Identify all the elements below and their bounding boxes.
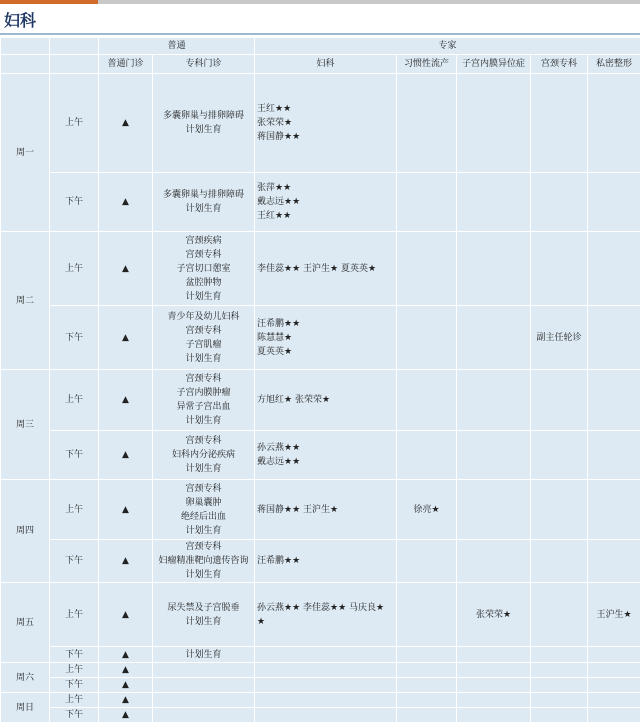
cervix-doctor-cell bbox=[531, 370, 588, 431]
special-clinic-cell bbox=[153, 370, 255, 431]
endo-doctor-cell bbox=[457, 663, 531, 678]
day-label-tue: 周二 bbox=[1, 232, 50, 370]
period-label: 上午 bbox=[50, 663, 99, 678]
gyn-doctor-line: 张萍★★ bbox=[257, 181, 394, 195]
gyn-doctor-line: ★ bbox=[257, 615, 394, 629]
private-doctor-cell bbox=[588, 306, 640, 370]
day-label-thu: 周四 bbox=[1, 480, 50, 583]
top-border-accent bbox=[0, 0, 98, 4]
endo-doctor-cell bbox=[457, 678, 531, 693]
habitual-doctor-cell bbox=[397, 431, 457, 480]
cervix-doctor-cell bbox=[531, 708, 588, 723]
habitual-doctor-cell bbox=[397, 708, 457, 723]
special-clinic-item: 计划生育 bbox=[155, 414, 252, 428]
cervix-doctor-cell: 副主任轮诊 bbox=[531, 306, 588, 370]
schedule-row bbox=[1, 540, 640, 583]
cervix-doctor-cell bbox=[531, 173, 588, 232]
special-clinic-cell bbox=[153, 306, 255, 370]
habitual-doctor-cell bbox=[397, 232, 457, 306]
special-clinic-item: 多囊卵巢与排卵障碍 bbox=[155, 109, 252, 123]
period-label: 下午 bbox=[50, 708, 99, 723]
gyn-doctor-line: 孙云燕★★ bbox=[257, 441, 394, 455]
private-doctor-cell bbox=[588, 540, 640, 583]
gyn-doctors-cell bbox=[255, 540, 397, 583]
col-header-general-clinic: 普通门诊 bbox=[99, 55, 153, 74]
gyn-doctors-cell bbox=[255, 663, 397, 678]
cervix-doctor-cell bbox=[531, 480, 588, 540]
special-clinic-item: 卵巢囊肿 bbox=[155, 496, 252, 510]
special-clinic-item: 宫颈专科 bbox=[155, 540, 252, 554]
special-clinic-item: 子宫切口憩室 bbox=[155, 262, 252, 276]
gyn-doctors-cell bbox=[255, 693, 397, 708]
endo-doctor-cell bbox=[457, 306, 531, 370]
habitual-doctor-cell bbox=[397, 540, 457, 583]
private-doctor-cell bbox=[588, 693, 640, 708]
corner-cell bbox=[50, 38, 99, 55]
gyn-doctor-line: 汪希鹏★★ bbox=[257, 317, 394, 331]
special-clinic-item: 计划生育 bbox=[155, 123, 252, 137]
special-clinic-item: 子宫内膜肿瘤 bbox=[155, 386, 252, 400]
group-expert-header: 专家 bbox=[255, 38, 640, 55]
gyn-doctors-cell bbox=[255, 370, 397, 431]
endo-doctor-cell bbox=[457, 540, 531, 583]
special-clinic-item: 计划生育 bbox=[155, 202, 252, 216]
private-doctor-cell bbox=[588, 678, 640, 693]
period-label: 上午 bbox=[50, 693, 99, 708]
header-row-groups bbox=[1, 38, 640, 55]
cervix-doctor-cell bbox=[531, 74, 588, 173]
special-clinic-cell bbox=[153, 431, 255, 480]
day-label-mon: 周一 bbox=[1, 74, 50, 232]
special-clinic-item: 盆腔肿物 bbox=[155, 276, 252, 290]
schedule-body bbox=[1, 74, 640, 723]
endo-doctor-cell bbox=[457, 480, 531, 540]
general-clinic-mark: ▲ bbox=[99, 583, 153, 647]
corner-cell bbox=[50, 55, 99, 74]
special-clinic-item: 计划生育 bbox=[155, 290, 252, 304]
special-clinic-cell bbox=[153, 173, 255, 232]
group-general-header: 普通 bbox=[99, 38, 255, 55]
special-clinic-item: 妇科内分泌疾病 bbox=[155, 448, 252, 462]
header-row-columns bbox=[1, 55, 640, 74]
col-header-habitual: 习惯性流产 bbox=[397, 55, 457, 74]
general-clinic-mark: ▲ bbox=[99, 678, 153, 693]
special-clinic-item: 宫颈疾病 bbox=[155, 234, 252, 248]
period-label: 下午 bbox=[50, 647, 99, 663]
habitual-doctor-cell bbox=[397, 74, 457, 173]
col-header-gyn: 妇科 bbox=[255, 55, 397, 74]
schedule-row bbox=[1, 693, 640, 708]
private-doctor-cell bbox=[588, 232, 640, 306]
gyn-doctors-cell bbox=[255, 583, 397, 647]
gyn-doctors-cell bbox=[255, 74, 397, 173]
habitual-doctor-cell bbox=[397, 693, 457, 708]
special-clinic-cell bbox=[153, 693, 255, 708]
col-header-private: 私密整形 bbox=[588, 55, 640, 74]
special-clinic-item: 计划生育 bbox=[155, 615, 252, 629]
endo-doctor-cell: 张荣荣★ bbox=[457, 583, 531, 647]
col-header-cervix: 宫颈专科 bbox=[531, 55, 588, 74]
schedule-row bbox=[1, 708, 640, 723]
gyn-doctor-line: 张荣荣★ bbox=[257, 116, 394, 130]
general-clinic-mark: ▲ bbox=[99, 306, 153, 370]
gyn-doctor-line: 蒋国静★★ 王沪生★ bbox=[257, 503, 394, 517]
day-label-wed: 周三 bbox=[1, 370, 50, 480]
gyn-doctor-line: 戴志远★★ bbox=[257, 455, 394, 469]
cervix-doctor-cell bbox=[531, 540, 588, 583]
gyn-doctors-cell bbox=[255, 678, 397, 693]
day-label-sat: 周六 bbox=[1, 663, 50, 693]
endo-doctor-cell bbox=[457, 693, 531, 708]
special-clinic-item: 青少年及幼儿妇科 bbox=[155, 310, 252, 324]
special-clinic-item: 尿失禁及子宫脱垂 bbox=[155, 601, 252, 615]
private-doctor-cell bbox=[588, 173, 640, 232]
schedule-row bbox=[1, 173, 640, 232]
period-label: 下午 bbox=[50, 306, 99, 370]
habitual-doctor-cell bbox=[397, 370, 457, 431]
special-clinic-item: 绝经后出血 bbox=[155, 510, 252, 524]
schedule-table bbox=[0, 37, 640, 723]
special-clinic-item: 计划生育 bbox=[155, 524, 252, 538]
schedule-row bbox=[1, 232, 640, 306]
private-doctor-cell bbox=[588, 480, 640, 540]
cervix-doctor-cell bbox=[531, 678, 588, 693]
endo-doctor-cell bbox=[457, 232, 531, 306]
general-clinic-mark: ▲ bbox=[99, 232, 153, 306]
gyn-doctor-line: 戴志远★★ bbox=[257, 195, 394, 209]
special-clinic-cell bbox=[153, 540, 255, 583]
general-clinic-mark: ▲ bbox=[99, 173, 153, 232]
general-clinic-mark: ▲ bbox=[99, 431, 153, 480]
col-header-special-clinic: 专科门诊 bbox=[153, 55, 255, 74]
special-clinic-item: 子宫肌瘤 bbox=[155, 338, 252, 352]
special-clinic-item: 宫颈专科 bbox=[155, 434, 252, 448]
schedule-row bbox=[1, 74, 640, 173]
day-label-sun: 周日 bbox=[1, 693, 50, 723]
title-divider bbox=[0, 33, 640, 35]
special-clinic-cell bbox=[153, 678, 255, 693]
private-doctor-cell: 王沪生★ bbox=[588, 583, 640, 647]
period-label: 下午 bbox=[50, 678, 99, 693]
gyn-doctor-line: 方旭红★ 张荣荣★ bbox=[257, 393, 394, 407]
period-label: 上午 bbox=[50, 74, 99, 173]
gyn-doctor-line: 陈慧慧★ bbox=[257, 331, 394, 345]
period-label: 上午 bbox=[50, 370, 99, 431]
endo-doctor-cell bbox=[457, 173, 531, 232]
special-clinic-item: 异常子宫出血 bbox=[155, 400, 252, 414]
cervix-doctor-cell bbox=[531, 232, 588, 306]
period-label: 上午 bbox=[50, 480, 99, 540]
special-clinic-item: 计划生育 bbox=[155, 462, 252, 476]
corner-cell bbox=[1, 55, 50, 74]
special-clinic-cell bbox=[153, 663, 255, 678]
endo-doctor-cell bbox=[457, 370, 531, 431]
special-clinic-cell bbox=[153, 708, 255, 723]
private-doctor-cell bbox=[588, 370, 640, 431]
cervix-doctor-cell bbox=[531, 583, 588, 647]
gyn-doctors-cell bbox=[255, 431, 397, 480]
general-clinic-mark: ▲ bbox=[99, 647, 153, 663]
period-label: 下午 bbox=[50, 540, 99, 583]
special-clinic-item: 计划生育 bbox=[155, 648, 252, 662]
gyn-doctors-cell bbox=[255, 306, 397, 370]
general-clinic-mark: ▲ bbox=[99, 480, 153, 540]
period-label: 下午 bbox=[50, 173, 99, 232]
general-clinic-mark: ▲ bbox=[99, 74, 153, 173]
private-doctor-cell bbox=[588, 708, 640, 723]
special-clinic-item: 宫颈专科 bbox=[155, 482, 252, 496]
cervix-doctor-cell bbox=[531, 431, 588, 480]
private-doctor-cell bbox=[588, 74, 640, 173]
gyn-doctors-cell bbox=[255, 708, 397, 723]
habitual-doctor-cell bbox=[397, 583, 457, 647]
gyn-doctors-cell bbox=[255, 232, 397, 306]
schedule-row bbox=[1, 678, 640, 693]
period-label: 下午 bbox=[50, 431, 99, 480]
general-clinic-mark: ▲ bbox=[99, 708, 153, 723]
special-clinic-item: 妇瘤精准靶向遗传咨询 bbox=[155, 554, 252, 568]
special-clinic-item: 计划生育 bbox=[155, 352, 252, 366]
gyn-doctor-line: 王红★★ bbox=[257, 209, 394, 223]
period-label: 上午 bbox=[50, 583, 99, 647]
special-clinic-item: 多囊卵巢与排卵障碍 bbox=[155, 188, 252, 202]
schedule-row bbox=[1, 583, 640, 647]
habitual-doctor-cell bbox=[397, 663, 457, 678]
general-clinic-mark: ▲ bbox=[99, 693, 153, 708]
general-clinic-mark: ▲ bbox=[99, 540, 153, 583]
special-clinic-item: 计划生育 bbox=[155, 568, 252, 582]
special-clinic-cell bbox=[153, 232, 255, 306]
habitual-doctor-cell bbox=[397, 678, 457, 693]
gyn-doctor-line: 夏英英★ bbox=[257, 345, 394, 359]
day-label-fri: 周五 bbox=[1, 583, 50, 663]
cervix-doctor-cell bbox=[531, 693, 588, 708]
special-clinic-item: 宫颈专科 bbox=[155, 324, 252, 338]
habitual-doctor-cell bbox=[397, 173, 457, 232]
schedule-row bbox=[1, 306, 640, 370]
schedule-row bbox=[1, 370, 640, 431]
habitual-doctor-cell: 徐亮★ bbox=[397, 480, 457, 540]
endo-doctor-cell bbox=[457, 74, 531, 173]
gyn-doctor-line: 孙云燕★★ 李佳蕊★★ 马庆良★ bbox=[257, 601, 394, 615]
schedule-row bbox=[1, 663, 640, 678]
gyn-doctor-line: 李佳蕊★★ 王沪生★ 夏英英★ bbox=[257, 262, 394, 276]
special-clinic-item: 宫颈专科 bbox=[155, 248, 252, 262]
gyn-doctor-line: 王红★★ bbox=[257, 102, 394, 116]
private-doctor-cell bbox=[588, 431, 640, 480]
cervix-doctor-cell bbox=[531, 663, 588, 678]
special-clinic-cell bbox=[153, 583, 255, 647]
gyn-doctor-line: 汪希鹏★★ bbox=[257, 554, 394, 568]
special-clinic-item: 宫颈专科 bbox=[155, 372, 252, 386]
general-clinic-mark: ▲ bbox=[99, 370, 153, 431]
corner-cell bbox=[1, 38, 50, 55]
gyn-doctors-cell bbox=[255, 173, 397, 232]
page-title: 妇科 bbox=[4, 8, 36, 31]
schedule-row bbox=[1, 480, 640, 540]
special-clinic-cell bbox=[153, 74, 255, 173]
special-clinic-cell bbox=[153, 480, 255, 540]
habitual-doctor-cell bbox=[397, 306, 457, 370]
schedule-row bbox=[1, 431, 640, 480]
gyn-doctor-line: 蒋国静★★ bbox=[257, 130, 394, 144]
endo-doctor-cell bbox=[457, 708, 531, 723]
general-clinic-mark: ▲ bbox=[99, 663, 153, 678]
period-label: 上午 bbox=[50, 232, 99, 306]
gyn-doctors-cell bbox=[255, 480, 397, 540]
col-header-endo: 子宫内膜异位症 bbox=[457, 55, 531, 74]
private-doctor-cell bbox=[588, 663, 640, 678]
endo-doctor-cell bbox=[457, 431, 531, 480]
